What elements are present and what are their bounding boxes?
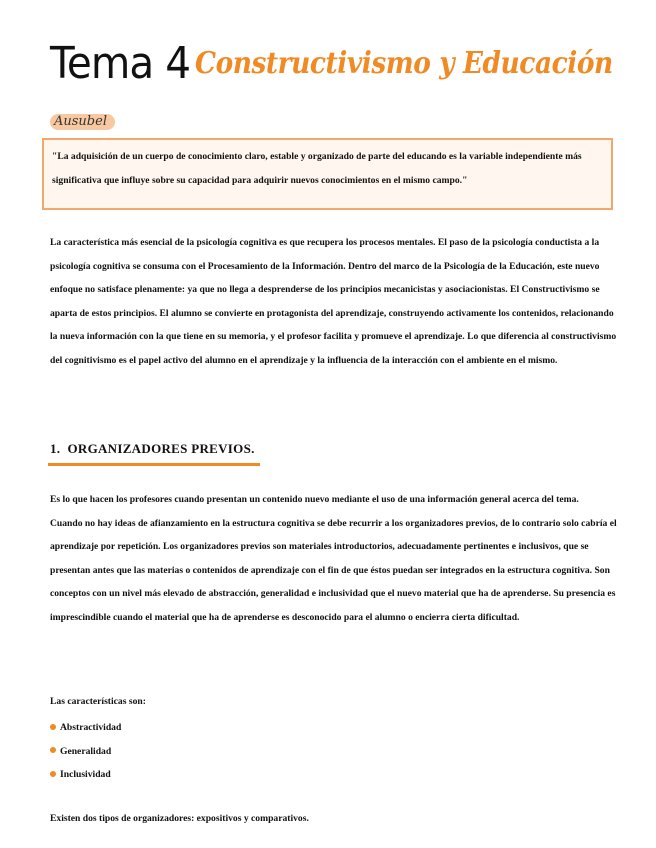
characteristics-intro: Las características son: (50, 696, 146, 707)
closing-sentence: Existen dos tipos de organizadores: expositivos y comparativos. (50, 813, 309, 824)
section-heading (50, 441, 255, 457)
intro-paragraph: La característica más esencial de la psicología cognitiva es que recupera los procesos mentales. El paso de la psicología conductista a la psicología cognitiva se consuma con el Procesamiento de la Información. Dentro del marco de la Psicología de la Educación, este nuevo enfoque no satisface plenamente: ya que no llega a desprenderse de los principios mecanicistas y asociacionistas. El Constructivismo se aparta de estos principios. El alumno se convierte en protagonista del aprendizaje, construyendo activamente los contenidos, relacionando la nueva información con la que tiene en su memoria, y el profesor facilita y promueve el aprendizaje. Lo que diferencia al constructivismo del cognitivismo es el papel activo del alumno en el aprendizaje y la influencia de la interacción con el ambiente en el mismo. (50, 237, 617, 366)
section-number: 1. (50, 441, 61, 456)
list-item-label: Abstractividad (60, 722, 122, 733)
section-paragraph: Es lo que hacen los profesores cuando presentan un contenido nuevo mediante el uso de una información general acerca del tema. Cuando no hay ideas de afianzamiento en la estructura cognitiva se debe recurrir a los organizadores previos, de lo contrario solo cabría el aprendizaje por repetición. Los organizadores previos son materiales introductorios, adecuadamente pertinentes e inclusivos, que se presentan antes que las materias o contenidos de aprendizaje con el fin de que éstos puedan ser integrados en la estructura cognitiva. Son conceptos con un nivel más elevado de abstracción, generalidad e inclusividad que el nuevo material que ha de aprenderse. Su presencia es imprescindible cuando el material que ha de aprenderse es desconocido para el alumno o encierra cierta dificultad. (50, 494, 617, 623)
list-item-label: Generalidad (60, 745, 112, 757)
ausubel-tag: Ausubel (50, 114, 115, 130)
list-item (50, 763, 121, 787)
title-subtitle: Constructivismo y Educación (195, 46, 613, 81)
title-main: Tema 4 (50, 38, 191, 89)
list-item (50, 740, 121, 764)
section-title: ORGANIZADORES PREVIOS. (67, 441, 255, 456)
bullet-icon (50, 771, 56, 777)
section-underline (48, 463, 260, 466)
list-item-label: Inclusividad (60, 769, 111, 780)
page-title (50, 38, 613, 90)
list-item (50, 716, 121, 740)
ausubel-quote: "La adquisición de un cuerpo de conocimiento claro, estable y organizado de parte del educando es la variable independiente más significativa que influye sobre su capacidad para adquirir nuevos conocimientos en el mismo campo." (42, 138, 613, 210)
characteristics-list (50, 716, 121, 787)
bullet-icon (50, 747, 56, 753)
bullet-icon (50, 724, 56, 730)
